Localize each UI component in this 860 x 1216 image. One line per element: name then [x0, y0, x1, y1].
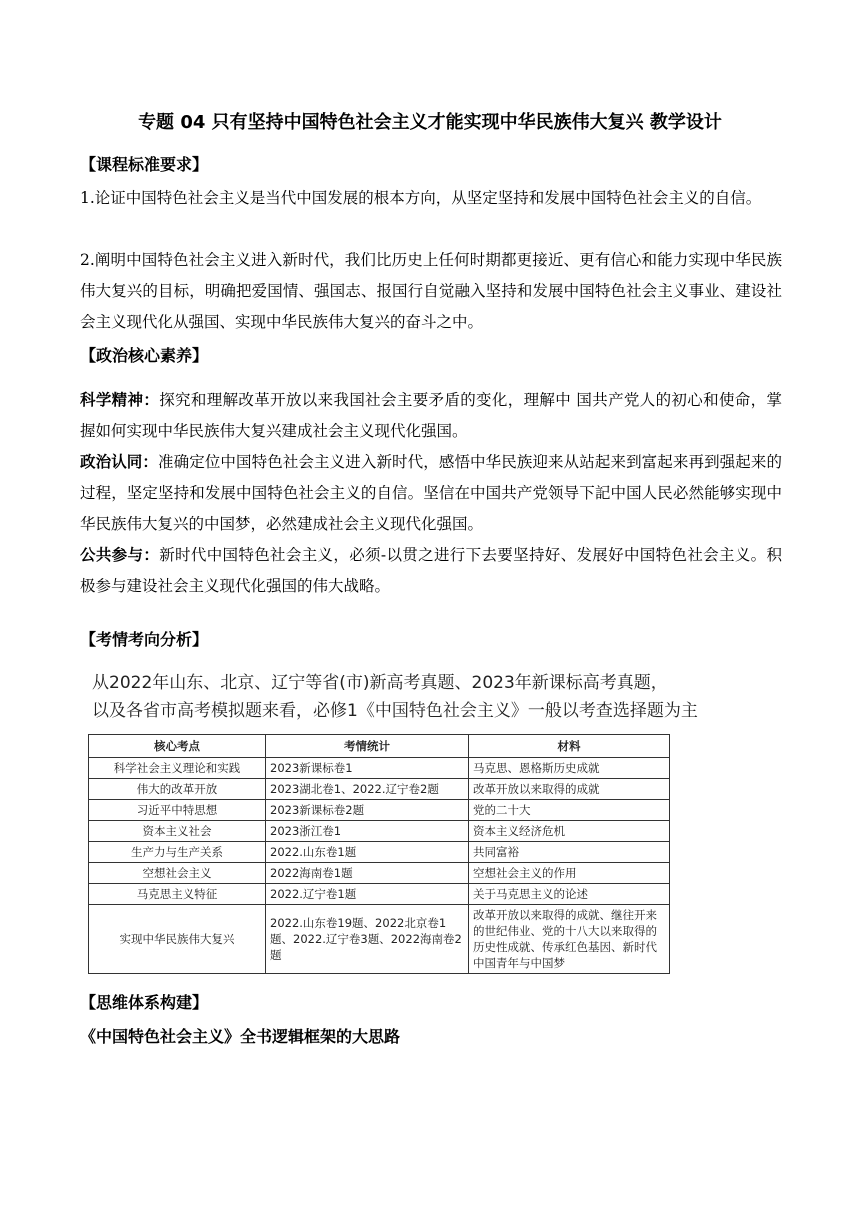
- table-row: [89, 779, 670, 800]
- table-cell: 改革开放以来取得的成就: [469, 779, 670, 800]
- table-cell: 生产力与生产关系: [89, 842, 266, 863]
- table-cell: 共同富裕: [469, 842, 670, 863]
- table-cell: 2022.山东卷1题: [266, 842, 469, 863]
- table-cell: 资本主义经济危机: [469, 821, 670, 842]
- requirement-2: 2.阐明中国特色社会主义进入新时代，我们比历史上任何时期都更接近、更有信心和能力实现中华民族伟大复兴的目标，明确把爱国情、强国志、报国行自觉融入坚持和发展中国特色社会主义事业、建设社会主义现代化从强国、实现中华民族伟大复兴的奋斗之中。: [80, 251, 782, 331]
- table-row: [89, 842, 670, 863]
- table-cell: 空想社会主义的作用: [469, 863, 670, 884]
- requirement-1: 1.论证中国特色社会主义是当代中国发展的根本方向，从坚定坚持和发展中国特色社会主义的自信。: [80, 189, 762, 207]
- table-cell: 实现中华民族伟大复兴: [89, 905, 266, 974]
- page-title: 专题 04 只有坚持中国特色社会主义才能实现中华民族伟大复兴 教学设计: [138, 112, 722, 133]
- section-heading-exam-analysis: 【考情考向分析】: [80, 630, 209, 649]
- header-material: 材料: [469, 735, 670, 758]
- table-header-row: [89, 735, 670, 758]
- table-cell: 党的二十大: [469, 800, 670, 821]
- table-cell: 习近平中特思想: [89, 800, 266, 821]
- exam-analysis-figure: [82, 662, 698, 974]
- table-row: [89, 758, 670, 779]
- section-heading-curriculum: 【课程标准要求】: [80, 155, 209, 174]
- table-cell: 马克思、恩格斯历史成就: [469, 758, 670, 779]
- table-cell: 改革开放以来取得的成就、继往开来的世纪伟业、党的十八大以来取得的历史性成就、传承红色基因、新时代中国青年与中国梦: [469, 905, 670, 974]
- table-cell: 2022.山东卷19题、2022北京卷1题、2022.辽宁卷3题、2022海南卷2题: [266, 905, 469, 974]
- literacy-science-lead: 科学精神：: [80, 391, 160, 409]
- section-heading-thinking-system: 【思维体系构建】: [80, 993, 209, 1012]
- literacy-identity-lead: 政治认同：: [80, 453, 159, 471]
- table-cell: 2023湖北卷1、2022.辽宁卷2题: [266, 779, 469, 800]
- literacy-science-text: 探究和理解改革开放以来我国社会主要矛盾的变化，理解中 国共产党人的初心和使命，掌握如何实现中华民族伟大复兴建成社会主义现代化强国。: [80, 391, 782, 440]
- table-row: [89, 821, 670, 842]
- literacy-science: [80, 385, 782, 447]
- table-cell: 2022海南卷1题: [266, 863, 469, 884]
- section-heading-literacy: 【政治核心素养】: [80, 346, 209, 365]
- table-row: [89, 905, 670, 974]
- literacy-participation: [80, 540, 782, 602]
- table-cell: 资本主义社会: [89, 821, 266, 842]
- table-row: [89, 884, 670, 905]
- literacy-participation-text: 新时代中国特色社会主义，必须-以贯之进行下去要坚持好、发展好中国特色社会主义。积极参与建设社会主义现代化强国的伟大战略。: [80, 546, 782, 595]
- table-cell: 马克思主义特征: [89, 884, 266, 905]
- literacy-identity-text: 准确定位中国特色社会主义进入新时代，感悟中华民族迎来从站起来到富起来再到强起来的过程，坚定坚持和发展中国特色社会主义的自信。坚信在中国共产党领导下記中国人民必然能够实现中华民族伟大复兴的中国梦，必然建成社会主义现代化强国。: [80, 453, 782, 533]
- literacy-participation-lead: 公共参与：: [80, 546, 160, 564]
- table-cell: 伟大的改革开放: [89, 779, 266, 800]
- figure-caption-line-2: 以及各省市高考模拟题来看，必修1《中国特色社会主义》一般以考查选择题为主: [92, 701, 698, 721]
- table-cell: 关于马克思主义的论述: [469, 884, 670, 905]
- figure-caption-line-1: 从2022年山东、北京、辽宁等省(市)新高考真题、2023年新课标高考真题，: [92, 673, 668, 693]
- table-row: [89, 863, 670, 884]
- table-cell: 2023新课标卷2题: [266, 800, 469, 821]
- table-cell: 2023新课标卷1: [266, 758, 469, 779]
- table-row: [89, 800, 670, 821]
- table-cell: 空想社会主义: [89, 863, 266, 884]
- table-cell: 2022.辽宁卷1题: [266, 884, 469, 905]
- literacy-identity: [80, 447, 782, 540]
- header-statistics: 考情统计: [266, 735, 469, 758]
- exam-table: [88, 734, 670, 974]
- table-cell: 2023浙江卷1: [266, 821, 469, 842]
- table-cell: 科学社会主义理论和实践: [89, 758, 266, 779]
- header-core-point: 核心考点: [89, 735, 266, 758]
- framework-subheading: 《中国特色社会主义》全书逻辑框架的大思路: [80, 1027, 401, 1046]
